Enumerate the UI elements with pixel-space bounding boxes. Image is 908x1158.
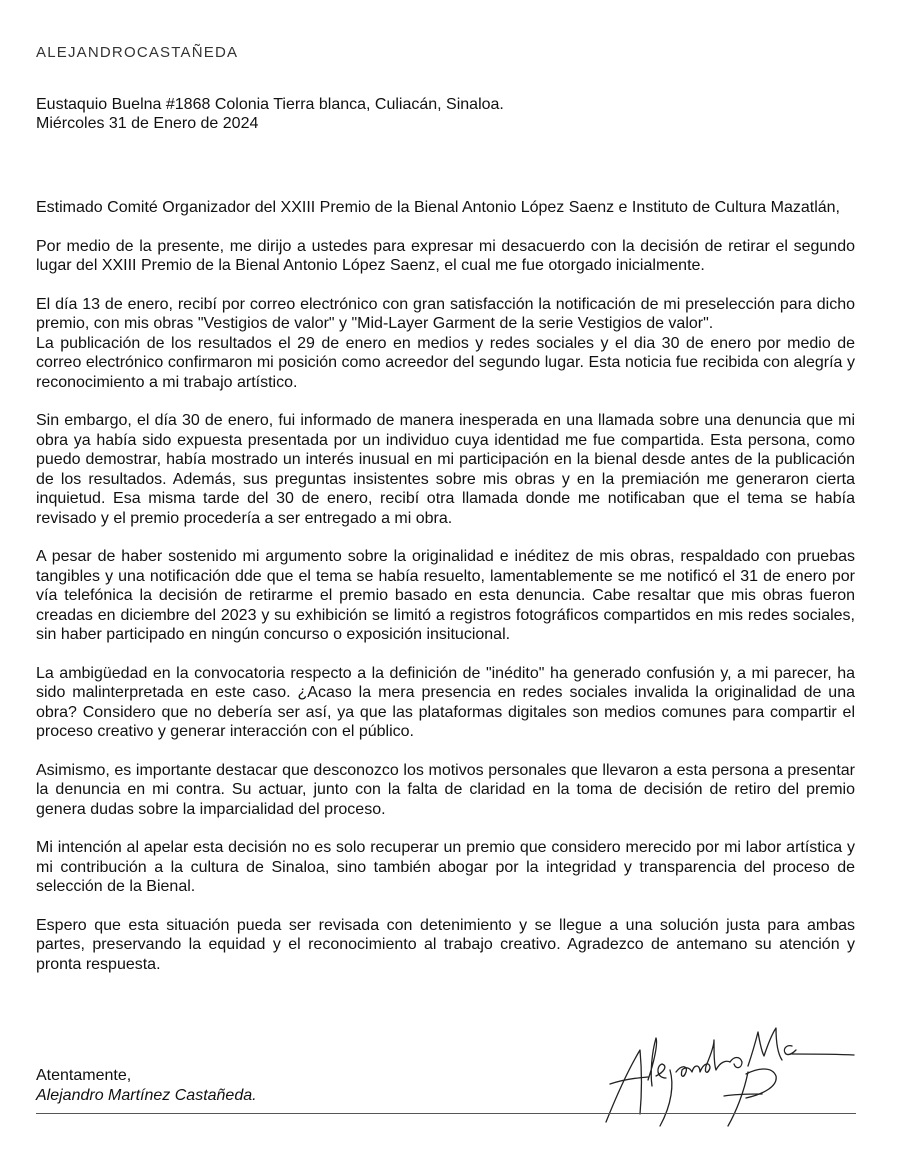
paragraph-4: Sin embargo, el día 30 de enero, fui informado de manera inesperada en una llamada sobre una denuncia que mi obra ya había sido expuesta presentada por un individuo cuya identidad me fue compartida. Esta persona, como puedo demostrar, había mostrado un interés inusual en mi participación en la bienal desde antes de la publicación de los resultados. Además, sus preguntas insistentes sobre mis obras y en la premiación me generaron cierta inquietud. Esa misma tarde del 30 de enero, recibí otra llamada donde me notificaban que el tema se había revisado y el premio procedería a ser entregado a mi obra. [36, 412, 855, 527]
paragraph-2 [36, 295, 855, 334]
paragraph-6: La ambigüedad en la convocatoria respecto a la definición de "inédito" ha generado confusión y, a mi parecer, ha sido malinterpretada en este caso. ¿Acaso la mera presencia en redes sociales invalida la originalidad de una obra? Considero que no debería ser así, ya que las plataformas digitales son medios comunes para compartir el proceso creativo y generar interacción con el público. [36, 664, 855, 740]
signature-stroke [648, 1038, 657, 1086]
paragraph-3: La publicación de los resultados el 29 de enero en medios y redes sociales y el dia 30 de enero por medio de correo electrónico confirmaron mi posición como acreedor del segundo lugar. Esta noticia fue recibida con alegría y reconocimiento a mi trabajo artístico. [36, 334, 855, 391]
signature-stroke [728, 1072, 748, 1126]
signature-stroke [748, 1028, 782, 1066]
valediction: Atentamente, [36, 1067, 132, 1084]
signature-stroke [676, 1040, 742, 1076]
address-line: Eustaquio Buelna #1868 Colonia Tierra blanca, Culiacán, Sinaloa. [36, 96, 504, 113]
paragraph-1: Por medio de la presente, me dirijo a ustedes para expresar mi desacuerdo con la decisión de retirar el segundo lugar del XXIII Premio de la Bienal Antonio López Saenz, el cual me fue otorgado inicialmente. [36, 237, 855, 274]
salutation: Estimado Comité Organizador del XXIII Premio de la Bienal Antonio López Saenz e Instituto de Cultura Mazatlán, [36, 199, 840, 216]
letterhead: ALEJANDROCASTAÑEDA [36, 44, 239, 61]
paragraph-9: Espero que esta situación pueda ser revisada con detenimiento y se llegue a una solución justa para ambas partes, preservando la equidad y el reconocimiento al trabajo creativo. Agradezco de antemano su atención y pronta respuesta. [36, 916, 855, 973]
signature-stroke [792, 1054, 854, 1055]
signature-stroke [606, 1050, 642, 1122]
signature-stroke [784, 1046, 796, 1055]
paragraph-7: Asimismo, es importante destacar que desconozco los motivos personales que llevaron a esta persona a presentar la denuncia en mi contra. Su actuar, junto con la falta de claridad en la toma de decisión de retiro del premio genera dudas sobre la imparcialidad del proceso. [36, 761, 855, 818]
paragraph-2-text: El día 13 de enero, recibí por correo electrónico con gran satisfacción la notificación de mi preselección para dicho premio, con mis obras "Vestigios de valor" y "Mid-Layer Garment de la serie Vestigios de valor". [36, 295, 855, 332]
letter-date: Miércoles 31 de Enero de 2024 [36, 115, 259, 132]
closing-block [36, 1066, 257, 1106]
sender-address-block [36, 95, 504, 133]
signatory-name: Alejandro Martínez Castañeda. [36, 1087, 257, 1104]
bottom-rule [36, 1113, 856, 1114]
paragraph-8: Mi intención al apelar esta decisión no es solo recuperar un premio que considero merecido por mi labor artística y mi contribución a la cultura de Sinaloa, sino también abogar por la integridad y transparencia del proceso de selección de la Bienal. [36, 839, 855, 895]
signature-stroke [610, 1077, 648, 1084]
letter-body [36, 198, 855, 993]
signature-stroke [656, 1064, 666, 1078]
paragraph-5: A pesar de haber sostenido mi argumento sobre la originalidad e inéditez de mis obras, respaldado con pruebas tangibles y una notificación dde que el tema se había resuelto, lamentablemente se me notificó el 31 de enero por vía telefónica la decisión de retirarme el premio basado en esta denuncia. Cabe resaltar que mis obras fueron creadas en diciembre del 2023 y su exhibición se limitó a registros fotográficos compartidos en mis redes sociales, sin haber participado en ningún concurso o exposición insitucional. [36, 548, 855, 643]
